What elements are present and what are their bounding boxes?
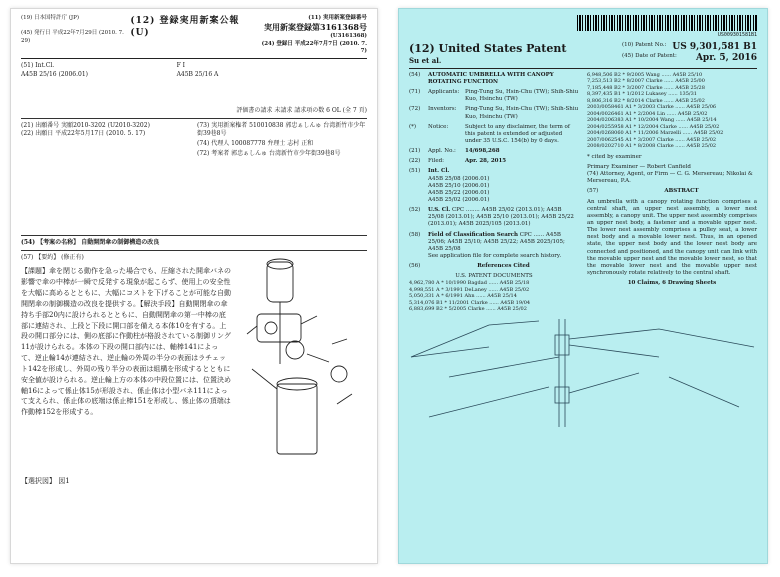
us-examiner: Primary Examiner — Robert Canfield: [587, 164, 691, 171]
jp-app-date: (22) 出願日 平成22年5月17日 (2010. 5. 17): [21, 129, 146, 137]
us-ref-right-8: 2004/0255958 A1 * 12/2004 Clarke ...... A45B 25/02: [587, 123, 720, 130]
jp-reg-number: 実用新案登録第3161368号: [264, 22, 367, 33]
jp-holder: (73) 実用新案権者 510010838 郭忠ぁしんゅ 台湾新竹市少年街39巷8号: [197, 121, 366, 137]
jp-summary-body: 【課題】傘を閉じる動作を急った場合でも、圧縮された開傘バネの影響で傘の中棒が一瞬で反発する現象が起こらず、使用上の安全性を大幅に高めるとともに、大幅にコストを下げることが可能な自動開閉傘の制御構造の改良を提供する。【解決手段】自動開閉傘の傘持ち手部20内に設けられるとともに、自動開閉傘の第一中棒の底部に連結され、上段と下段に開口部を備える本体10を有する。上段の開口部分には、側の底部に作動柱が格設されている制御リング11が設けられる。本体の下段の開口部内には、軸棒141によって、逆止輪14が連結され、逆止輪の外周の半分の表面はラチェット142を形成し、外周の残り半分の表面は組構を形成するとともに安全値が設けられる。逆止輪上方の本体の中段位置には、位置決め軸16によって係止体15が形設され、係止体は小型バネ111によって支えられ、係止体の底端は係止棒151を形成し、係止体の頂端は作動棒152を形成する。: [21, 267, 231, 417]
us-ref-1: 4,998,551 A * 3/1991 DeLaney ...... A45B 25/02: [409, 286, 530, 293]
jp-divider: [21, 118, 367, 119]
jp-reg-number2: (U3161368): [330, 33, 367, 40]
jp-utility-model-document: [10, 8, 378, 564]
us-refs-sub: U.S. PATENT DOCUMENTS: [455, 273, 533, 280]
us-ref-right-1: 7,253,513 B2 * 8/2007 Clarke ...... A45B 25/00: [587, 78, 705, 85]
us-ref-2: 5,050,331 A * 6/1991 Ahn ...... A45B 25/14: [409, 293, 517, 300]
us-filed: Apr. 28, 2015: [465, 158, 507, 165]
us-patent-document: US009301581B1 (12) United States Patent Su et al. (10) Patent No.: US 9,301,581 B1 (45) Date of Patent: Apr. 5, 2016 (54) AUTOMATIC UMBRELLA WITH CANOPY ROTATING FUNCTION (71) Applicants: Ping-Tung Su, Hsin-Chu (TW); Shih-Shiu Kuo, Hsinchu (TW) (72) Inventors: Ping-Tung Su, Hsin-Chu (TW); Shih-Shiu Kuo, Hsinchu (TW) (*) Notice: Subject to any disclaimer, the term of this patent is extended or adjusted under 35 U.S.C. 154(b) by 0 days. (21) Appl. No.: 14/698,268 (22) Filed: Apr. 28, 2015 (51) Int. Cl. A45B 25/08 (2006.01) A45B 25/10 (2006.01) A45B 25/22 (2006.01) A45B 25/02 (2006.01) (52) U.S. Cl. CPC ........ A45B 25/02 (2013.01); A45B 25/08 (2013.01); A45B 25/10 (2013.01); A45B 25/22 (2013.01); A45B 2025/105 (2013.01) (58) Field of Classification Search CPC ...... A45B 25/06; A45B 25/10; A45B 25/22; A45B 2025/105; A45B 25/08 See application file for complete search history. (56) References Cited U.S. PATENT DOCUMENTS 4,962,780 A * 10/1990 Bagdad ...... A45B 25/18 4,998,551 A * 3/1991 DeLaney ...... A45B 25/02 5,050,331 A * 6/1991 Ahn ...... A45B 25/14 5,314,076 B1 * 11/2001 Clarke ...... A45B 19/04 6,883,699 B2 * 5/2005 Clarke ...... A45B 25/02 6,948,506 B2 * 9/2005 Wang ...... A45B 25/10 7,253,513 B2 * 8/2007 Clarke ...... A45B 25/00 7,185,448 B2 * 3/2007 Clarke ...... A45B 25/28 8,397,435 B1 * 1/2012 Lukasey ...... 135/31 8,806,316 B2 * 8/2014 Clarke ...... A45B 25/02 2003/0058461 A1 * 3/2003 Clarke ...... A45B 25/06 2004/0026461 A1 * 2/2004 Lin ...... A45B 25/02 2004/0206383 A1 * 10/2004 Wang ...... A45B 25/14 2004/0255958 A1 * 12/2004 Clarke ...... A45B 25/02 2004/0268060 A1 * 11/2006 Marzelli ...... A45B 25/02 2007/0062545 A1 * 3/2007 Clarke ...... A45B 25/02 2008/0202710 A1 * 8/2008 Clarke ...... A45B 25/02 * cited by examiner Primary Examiner — Robert Canfield (74) Attorney, Agent, or Firm — C. G. Mersereau; Nikolai & Mersereau, P.A. (57) ABSTRACT An umbrella with a canopy rotating function comprises a central shaft, an upper nest assembly, a lower nest assembly, a canopy unit. The upper nest assembly comprises an upper nest body, a fastener and a movable upper nest. The lower nest assembly comprises a pulley seat, a lower nest body and a movable lower nest. Thus, in an opened state, the upper nest body and the lower nest body are connected and positioned, and the canopy unit can link with the movable upper nest and the movable lower nest, so that the movable lower nest and the movable upper nest synchronously rotate relatively to the central shaft. 10 Claims, 6 Drawing Sheets: [398, 8, 768, 564]
jp-reg-label: (11) 実用新案登録番号: [308, 15, 367, 21]
jp-intcl-label: (51) Int.Cl.: [21, 62, 55, 70]
jp-utility-title: (54) 【考案の名称】 自動開閉傘の制御構造の改良: [21, 239, 160, 247]
us-ref-right-7: 2004/0206383 A1 * 10/2004 Wang ...... A45B 25/14: [587, 117, 717, 124]
us-intcl-2: A45B 25/22 (2006.01): [428, 189, 490, 196]
us-intcl-0: A45B 25/08 (2006.01): [428, 175, 490, 182]
us-inventor-short: Su et al.: [409, 55, 442, 65]
jp-creator: (72) 考案者 郭忠ぁしんゅ 台湾新竹市少年街39巷8号: [197, 150, 341, 158]
us-ref-0: 4,962,780 A * 10/1990 Bagdad ...... A45B 25/18: [409, 280, 530, 287]
jp-agent: (74) 代理人 100087778 弁理士 志村 正和: [197, 139, 314, 147]
jp-pub-date: (45) 発行日 平成22年7月29日 (2010. 7. 29): [21, 30, 124, 44]
jp-eval-note: 評価書の請求 未請求 請求項の数 6 OL (全 7 頁): [236, 106, 367, 114]
us-country-title: (12) United States Patent: [409, 41, 567, 55]
us-see-app: See application file for complete search history.: [428, 252, 562, 259]
jp-app-no: (21) 出願番号 実願2010-3202 (U2010-3202): [21, 121, 150, 129]
us-intcl-3: A45B 25/02 (2006.01): [428, 197, 490, 203]
us-appl-no: 14/698,268: [465, 148, 500, 155]
us-date-label: (45) Date of Patent:: [622, 53, 677, 60]
us-ref-3: 5,314,076 B1 * 11/2001 Clarke ...... A45B 19/04: [409, 299, 531, 306]
us-ref-right-2: 7,185,448 B2 * 3/2007 Clarke ...... A45B 25/28: [587, 84, 705, 91]
us-uscl: CPC ........ A45B 25/02 (2013.01); A45B 25/08 (2013.01); A45B 25/10 (2013.01); A45B 25/22 (2013.01); A45B 2025/105 (2013.01): [428, 207, 574, 228]
us-field-search: CPC ...... A45B 25/06; A45B 25/10; A45B 25/22; A45B 2025/105; A45B 25/08: [428, 231, 565, 252]
us-umbrella-drawing: [409, 317, 757, 437]
us-ref-right-6: 2004/0026461 A1 * 2/2004 Lin ...... A45B 25/02: [587, 110, 708, 117]
us-divider: [409, 68, 757, 69]
us-intcl-1: A45B 25/10 (2006.01): [428, 182, 490, 189]
jp-divider: [21, 58, 367, 59]
us-attorney: (74) Attorney, Agent, or Firm — C. G. Mersereau; Nikolai & Mersereau, P.A.: [587, 171, 753, 185]
jp-figure-ref: 【選択図】 図1: [21, 477, 70, 486]
us-abstract-head: ABSTRACT: [664, 188, 699, 195]
us-ref-4: 6,883,699 B2 * 5/2005 Clarke ...... A45B 25/02: [409, 306, 527, 313]
jp-divider: [21, 250, 367, 251]
us-ref-right-11: 2008/0202710 A1 * 8/2008 Clarke ...... A45B 25/02: [587, 143, 717, 150]
us-barcode-number: US009301581B1: [717, 32, 757, 38]
jp-reg-date: (24) 登録日 平成22年7月7日 (2010. 7. 7): [261, 40, 367, 55]
us-ref-right-5: 2003/0058461 A1 * 3/2003 Clarke ...... A45B 25/06: [587, 104, 717, 111]
jp-fi-value: A45B 25/16 A: [176, 70, 219, 78]
us-notice: Subject to any disclaimer, the term of this patent is extended or adjusted under 35 U.S.C. 154(b) by 0 days.: [465, 123, 570, 145]
jp-intcl-value: A45B 25/16 (2006.01): [21, 70, 88, 78]
us-ref-right-0: 6,948,506 B2 * 9/2005 Wang ...... A45B 25/10: [587, 71, 703, 78]
jp-fi-label: F I: [176, 62, 186, 70]
us-date: Apr. 5, 2016: [695, 53, 757, 64]
us-barcode: [577, 15, 757, 31]
jp-summary-head: (57) 【要約】 (修正有): [21, 254, 84, 262]
us-refs-head: References Cited: [477, 263, 530, 270]
us-patent-no: US 9,301,581 B1: [672, 41, 757, 52]
us-applicants: Ping-Tung Su, Hsin-Chu (TW); Shih-Shiu Kuo, Hsinchu (TW): [465, 89, 579, 103]
us-ref-right-10: 2007/0062545 A1 * 3/2007 Clarke ...... A45B 25/02: [587, 136, 717, 143]
jp-divider: [21, 235, 367, 236]
us-ref-right-9: 2004/0268060 A1 * 11/2006 Marzelli ...... A45B 25/02: [587, 130, 724, 137]
us-abstract: An umbrella with a canopy rotating function comprises a central shaft, an upper nest assembly, a lower nest assembly, a canopy unit. The upper nest assembly comprises an upper nest body, a fastener and a movable upper nest. The lower nest assembly comprises a pulley seat, a lower nest body and a movable lower nest. Thus, in an opened state, the upper nest body and the lower nest body are connected and positioned, and the canopy unit can link with the movable upper nest and the movable lower nest, so that the movable lower nest and the movable upper nest synchronously rotate relatively to the central shaft.: [587, 198, 757, 276]
us-cited-by: * cited by examiner: [587, 153, 642, 160]
jp-country-code: (19) 日本国特許庁 (JP): [21, 15, 79, 21]
us-ref-right-4: 8,806,316 B2 * 8/2014 Clarke ...... A45B 25/02: [587, 97, 705, 104]
us-claims: 10 Claims, 6 Drawing Sheets: [627, 280, 717, 287]
us-title-field: AUTOMATIC UMBRELLA WITH CANOPY ROTATING FUNCTION: [428, 71, 554, 86]
jp-doc-type: (12) 登録実用新案公報 (U): [130, 16, 240, 39]
us-patent-no-label: (10) Patent No.:: [622, 41, 667, 48]
us-inventors: Ping-Tung Su, Hsin-Chu (TW); Shih-Shiu Kuo, Hsinchu (TW): [465, 106, 579, 120]
jp-umbrella-mechanism-figure: [237, 254, 367, 474]
us-ref-right-3: 8,397,435 B1 * 1/2012 Lukasey ...... 135/31: [587, 91, 697, 98]
